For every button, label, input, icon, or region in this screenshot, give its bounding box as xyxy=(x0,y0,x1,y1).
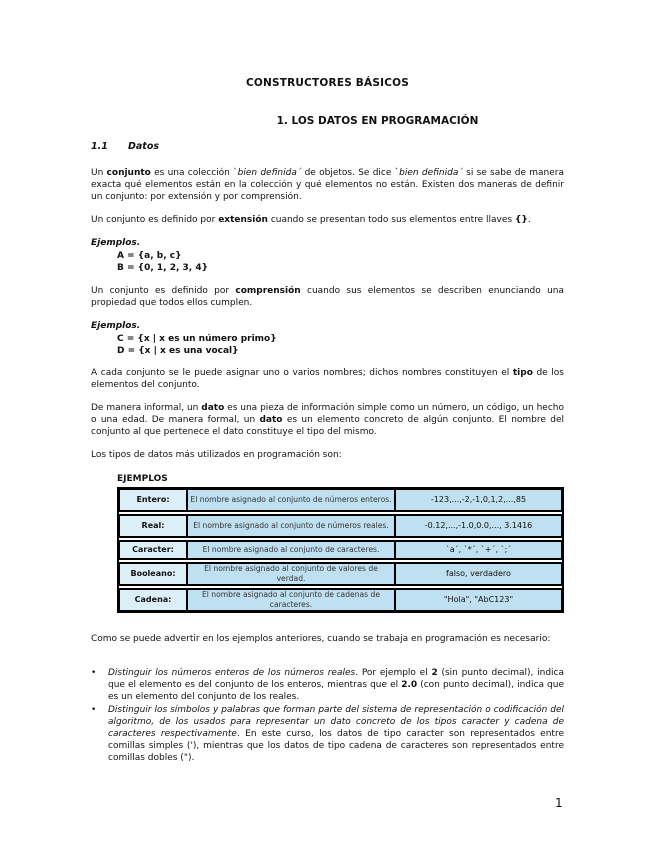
table-row xyxy=(119,563,562,585)
set-b: B = {0, 1, 2, 3, 4} xyxy=(117,263,209,273)
paragraph-tipo: A cada conjunto se le puede asignar uno o varios nombres; dichos nombres constituyen el tipo de los elementos del conjunto. xyxy=(91,368,564,390)
table-row xyxy=(119,541,562,559)
type-name: Cadena: xyxy=(119,589,187,611)
type-description: El nombre asignado al conjunto de números enteros. xyxy=(187,489,395,511)
paragraph-conjunto: Un conjunto es una colección `bien definida´ de objetos. Se dice `bien definida´ si se sabe de manera exacta qué elementos están en la colección y qué elementos no están. Existen dos maneras de definir un conjunto: por extensión y por comprensión. xyxy=(91,168,564,202)
document-title: CONSTRUCTORES BÁSICOS xyxy=(245,77,410,89)
type-name: Booleano: xyxy=(119,563,187,585)
type-name: Real: xyxy=(119,515,187,537)
examples-label-comprension: Ejemplos. xyxy=(91,321,141,331)
type-example: -123,...,-2,-1,0,1,2,...,85 xyxy=(395,489,562,511)
table-row xyxy=(119,515,562,537)
type-description: El nombre asignado al conjunto de valores de verdad. xyxy=(187,563,395,585)
table-row xyxy=(119,589,562,611)
paragraph-comprension: Un conjunto es definido por comprensión cuando sus elementos se describen enunciando una propiedad que todos ellos cumplen. xyxy=(91,286,564,308)
paragraph-tipos-intro: Los tipos de datos más utilizados en programación son: xyxy=(91,450,342,460)
type-example: "Hola", "AbC123" xyxy=(395,589,562,611)
table-row xyxy=(119,489,562,511)
subsection-heading xyxy=(91,141,159,152)
type-name: Entero: xyxy=(119,489,187,511)
type-description: El nombre asignado al conjunto de números reales. xyxy=(187,515,395,537)
type-description: El nombre asignado al conjunto de caracteres. xyxy=(187,541,395,559)
section-heading: 1. LOS DATOS EN PROGRAMACIÓN xyxy=(276,115,479,127)
list-item: • Distinguir los números enteros de los números reales. Por ejemplo el 2 (sin punto decimal), indica que el elemento es del conjunto de los enteros, mientras que el 2.0 (con punto decimal), indica que es un elemento del conjunto de los reales. xyxy=(91,668,564,702)
paragraph-dato: De manera informal, un dato es una pieza de información simple como un número, un código, un hecho o una edad. De manera formal, un dato es un elemento concreto de algún conjunto. El nombre del conjunto al que pertenece el dato constituye el tipo del mismo. xyxy=(91,403,564,437)
set-d: D = {x | x es una vocal} xyxy=(117,346,239,356)
subsection-title: Datos xyxy=(128,141,160,152)
paragraph-advertir: Como se puede advertir en los ejemplos anteriores, cuando se trabaja en programación es necesario: xyxy=(91,634,551,644)
type-description: El nombre asignado al conjunto de cadenas de caracteres. xyxy=(187,589,395,611)
subsection-number: 1.1 xyxy=(91,141,108,152)
table-title: EJEMPLOS xyxy=(117,474,168,484)
bullet-mark: • xyxy=(91,705,97,715)
data-types-table xyxy=(117,487,564,613)
page-number: 1 xyxy=(555,796,563,810)
examples-label-extension: Ejemplos. xyxy=(91,238,141,248)
type-example: -0.12,...,-1.0,0.0,..., 3.1416 xyxy=(395,515,562,537)
paragraph-extension: Un conjunto es definido por extensión cuando se presentan todo sus elementos entre llaves {}. xyxy=(91,215,531,225)
list-item: • Distinguir los símbolos y palabras que forman parte del sistema de representación o codificación del algoritmo, de los usados para representar un dato concreto de los tipos caracter y cadena de caracteres respectivamente. En este curso, los datos de tipo caracter son representados entre comillas simples ('), mientras que los datos de tipo cadena de caracteres son representados entre comillas dobles ("). xyxy=(91,705,564,763)
bullet-list xyxy=(91,667,564,764)
bullet-mark: • xyxy=(91,668,97,678)
type-example: `a´, `*´, `+´, `;´ xyxy=(395,541,562,559)
type-name: Caracter: xyxy=(119,541,187,559)
set-c: C = {x | x es un número primo} xyxy=(117,334,277,344)
set-a: A = {a, b, c} xyxy=(117,251,182,261)
type-example: falso, verdadero xyxy=(395,563,562,585)
